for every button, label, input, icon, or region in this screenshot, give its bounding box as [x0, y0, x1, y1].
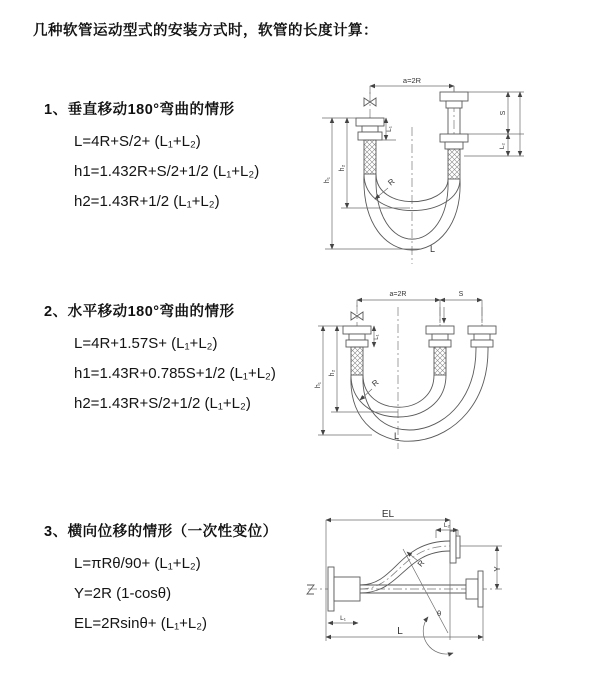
formula-line: L=πRθ/90+ (L₁+L₂): [74, 555, 201, 572]
dim-label-h2: h₂: [339, 164, 346, 172]
section-2-formulas: [74, 329, 276, 419]
diagram-horizontal-180-bend-svg: [310, 283, 595, 458]
centerline-break-mark: [307, 585, 314, 594]
dim-label-length: L: [430, 244, 436, 254]
page-title: 几种软管运动型式的安装方式时，软管的长度计算：: [33, 23, 378, 39]
dim-label-s: S: [458, 291, 464, 298]
section-3-formulas: [74, 549, 278, 639]
section-lateral-displacement: [44, 520, 278, 639]
dim-label-radius: R: [370, 377, 381, 389]
braided-hose: [351, 347, 363, 375]
dim-label-span: a=2R: [389, 291, 407, 298]
dim-label-radius: R: [386, 176, 397, 188]
dim-label-el: EL: [381, 509, 395, 520]
dim-label-h1: h₁: [324, 176, 331, 184]
braided-hose: [434, 347, 446, 375]
left-fitting: [356, 118, 384, 174]
top-right-flange: [450, 531, 460, 563]
dim-label-theta: θ: [437, 609, 442, 618]
dim-label-l1: L₁: [374, 334, 380, 340]
section-1-heading: 1、垂直移动180°弯曲的情形: [44, 102, 235, 118]
right-fitting-lower: [440, 134, 468, 179]
dim-label-l1: L₁: [386, 126, 393, 132]
formula-line: L=4R+S/2+ (L₁+L₂): [74, 133, 201, 150]
formula-line: Y=2R (1-cosθ): [74, 585, 172, 602]
dim-label-length: L: [394, 431, 400, 441]
section-2-heading: 2、水平移动180°弯曲的情形: [44, 304, 235, 320]
hose-arcs: [351, 347, 488, 441]
right-fitting: [468, 326, 496, 347]
formula-line: h2=1.43R+1/2 (L₁+L₂): [74, 193, 220, 210]
formula-line: h2=1.43R+S/2+1/2 (L₁+L₂): [74, 395, 251, 412]
diagram-lateral-displacement-svg: [300, 505, 600, 660]
middle-fitting: [426, 326, 454, 375]
formula-line: L=4R+1.57S+ (L₁+L₂): [74, 335, 218, 352]
braided-hose: [448, 149, 460, 179]
dim-label-length: L: [397, 626, 403, 637]
dimensions: [322, 76, 524, 254]
diagram-vertical-180-bend-svg: [312, 72, 582, 267]
formula-line: h1=1.43R+0.785S+1/2 (L₁+L₂): [74, 365, 276, 382]
dim-label-l2: L₂: [499, 142, 506, 150]
section-horizontal-bend: [44, 300, 276, 419]
dim-label-h1: h₁: [315, 381, 322, 389]
dim-label-l1: L₁: [340, 615, 346, 622]
dim-label-span: a=2R: [402, 76, 422, 85]
bottom-right-flange: [466, 571, 483, 607]
centerlines: [357, 305, 482, 449]
dim-label-h2: h₂: [329, 369, 336, 377]
formula-line: h1=1.432R+S/2+1/2 (L₁+L₂): [74, 163, 260, 180]
section-1-formulas: [74, 127, 259, 217]
diagram-vertical-180-bend: [312, 72, 582, 267]
section-vertical-bend: [44, 98, 259, 217]
dimensions: [315, 291, 482, 441]
diagram-lateral-displacement: [300, 505, 600, 660]
left-fitting: [343, 326, 371, 375]
formula-line: EL=2Rsinθ+ (L₁+L₂): [74, 615, 208, 632]
section-3-heading: 3、横向位移的情形（一次性变位）: [44, 524, 278, 540]
braided-hose: [364, 140, 376, 174]
dim-label-radius: R: [415, 558, 427, 569]
diagram-horizontal-180-bend: [310, 283, 595, 458]
dim-label-y: Y: [493, 566, 502, 572]
dim-label-s: S: [500, 110, 507, 116]
dim-label-l2: L₂: [443, 522, 451, 529]
